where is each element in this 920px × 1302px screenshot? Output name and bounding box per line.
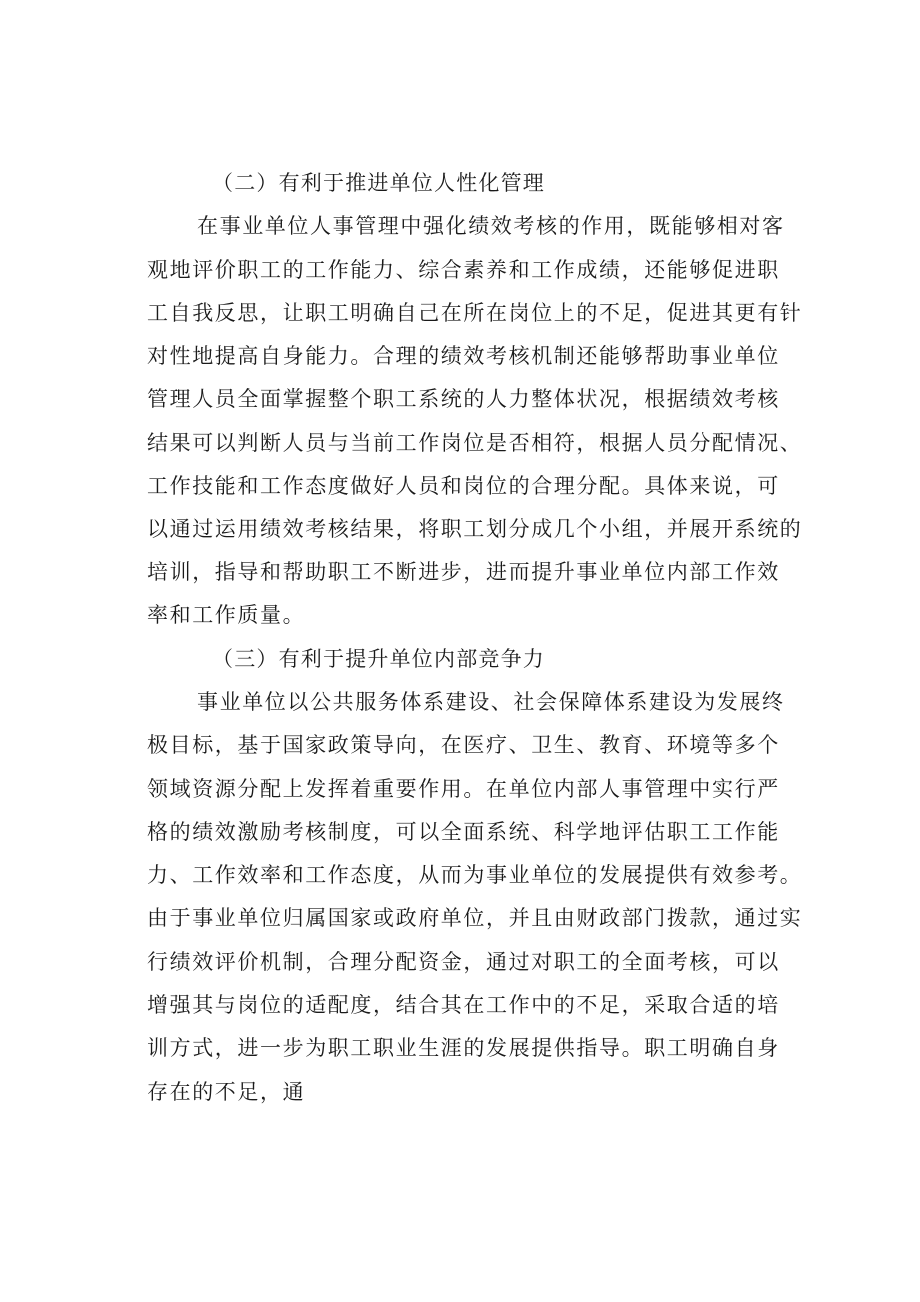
paragraph-line: 培训，指导和帮助职工不断进步，进而提升事业单位内部工作效 — [147, 560, 780, 584]
paragraph-line: 存在的不足，通 — [147, 1080, 306, 1104]
paragraph-line: 观地评价职工的工作能力、综合素养和工作成绩，还能够促进职 — [147, 258, 780, 282]
paragraph-line: 增强其与岗位的适配度，结合其在工作中的不足，采取合适的培 — [147, 993, 780, 1017]
section-heading: （三）有利于提升单位内部竞争力 — [212, 647, 545, 671]
paragraph-line: 力、工作效率和工作态度，从而为事业单位的发展提供有效参考。 — [147, 863, 803, 887]
paragraph-line: 工作技能和工作态度做好人员和岗位的合理分配。具体来说，可 — [147, 474, 780, 498]
paragraph-line: 管理人员全面掌握整个职工系统的人力整体状况，根据绩效考核 — [147, 387, 780, 411]
paragraph-line: 极目标，基于国家政策导向，在医疗、卫生、教育、环境等多个 — [147, 733, 780, 757]
paragraph-line: 事业单位以公共服务体系建设、社会保障体系建设为发展终 — [197, 690, 785, 714]
paragraph-line: 以通过运用绩效考核结果，将职工划分成几个小组，并展开系统的 — [147, 517, 803, 541]
paragraph-line: 工自我反思，让职工明确自己在所在岗位上的不足，促进其更有针 — [147, 301, 803, 325]
paragraph-line: 结果可以判断人员与当前工作岗位是否相符，根据人员分配情况、 — [147, 431, 803, 455]
paragraph-line: 行绩效评价机制，合理分配资金，通过对职工的全面考核，可以 — [147, 950, 780, 974]
paragraph-line: 对性地提高自身能力。合理的绩效考核机制还能够帮助事业单位 — [147, 344, 780, 368]
section-heading: （二）有利于推进单位人性化管理 — [212, 171, 545, 195]
paragraph-line: 在事业单位人事管理中强化绩效考核的作用，既能够相对客 — [197, 214, 785, 238]
paragraph-line: 由于事业单位归属国家或政府单位，并且由财政部门拨款，通过实 — [147, 906, 803, 930]
paragraph-line: 格的绩效激励考核制度，可以全面系统、科学地评估职工工作能 — [147, 820, 780, 844]
paragraph-line: 率和工作质量。 — [147, 603, 306, 627]
paragraph-line: 领域资源分配上发挥着重要作用。在单位内部人事管理中实行严 — [147, 777, 780, 801]
paragraph-line: 训方式，进一步为职工职业生涯的发展提供指导。职工明确自身 — [147, 1036, 780, 1060]
